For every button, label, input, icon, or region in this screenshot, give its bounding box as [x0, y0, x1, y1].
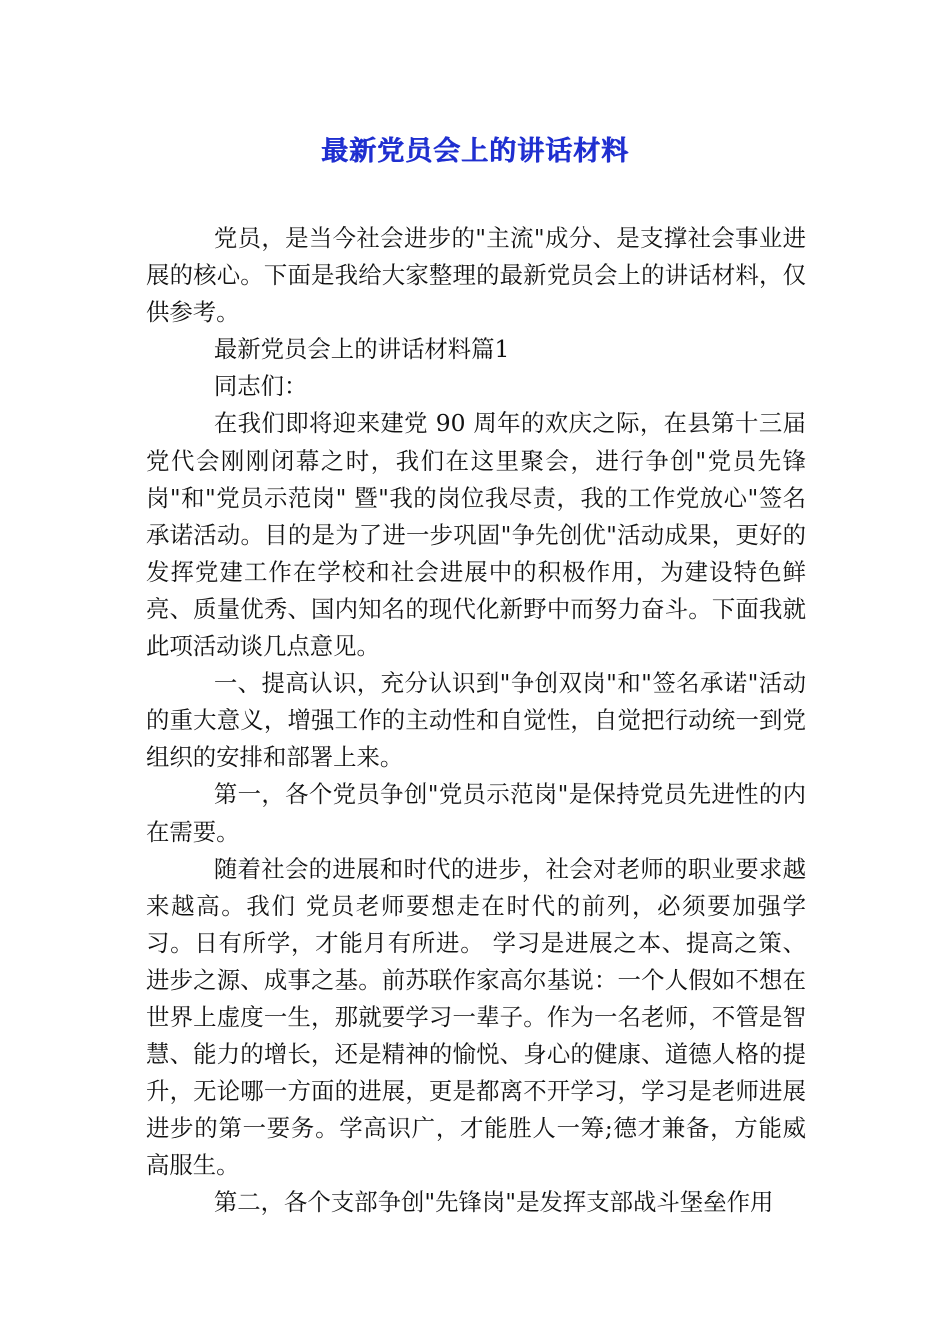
paragraph-section-heading: 最新党员会上的讲话材料篇1 — [213, 335, 510, 364]
paragraph-intro: 党员，是当今社会进步的"主流"成分、是支撑社会事业进展的核心。下面是我给大家整理的最新党员会上的讲话材料，仅供参考。 — [146, 224, 806, 327]
document-title: 最新党员会上的讲话材料 — [321, 136, 629, 167]
paragraph-first: 第一，各个党员争创"党员示范岗"是保持党员先进性的内在需要。 — [146, 780, 806, 846]
paragraph-point-one: 一、提高认识，充分认识到"争创双岗"和"签名承诺"活动的重大意义，增强工作的主动性和自觉性，自觉把行动统一到党组织的安排和部署上来。 — [146, 669, 806, 772]
document-body — [146, 220, 806, 1222]
paragraph-second: 第二，各个支部争创"先锋岗"是发挥支部战斗堡垒作用 — [213, 1188, 774, 1217]
paragraph-opening: 在我们即将迎来建党 90 周年的欢庆之际，在县第十三届党代会刚刚闭幕之时，我们在这里聚会，进行争创"党员先锋岗"和"党员示范岗" 暨"我的岗位我尽责，我的工作党放心"签名承诺活动。目的是为了进一步巩固"争先创优"活动成果，更好的发挥党建工作在学校和社会进展中的积极作用，为建设特色鲜亮、质量优秀、国内知名的现代化新野中而努力奋斗。下面我就此项活动谈几点意见。 — [146, 409, 806, 661]
paragraph-learning: 随着社会的进展和时代的进步，社会对老师的职业要求越来越高。我们 党员老师要想走在时代的前列，必须要加强学习。日有所学，才能月有所进。 学习是进展之本、提高之策、进步之源、成事之基。前苏联作家高尔基说：一个人假如不想在世界上虚度一生，那就要学习一辈子。作为一名老师，不管是智慧、能力的增长，还是精神的愉悦、身心的健康、道德人格的提升，无论哪一方面的进展，更是都离不开学习，学习是老师进展进步的第一要务。学高识广，才能胜人一筹;德才兼备，方能威高服生。 — [146, 854, 806, 1180]
paragraph-salutation: 同志们： — [213, 372, 308, 401]
